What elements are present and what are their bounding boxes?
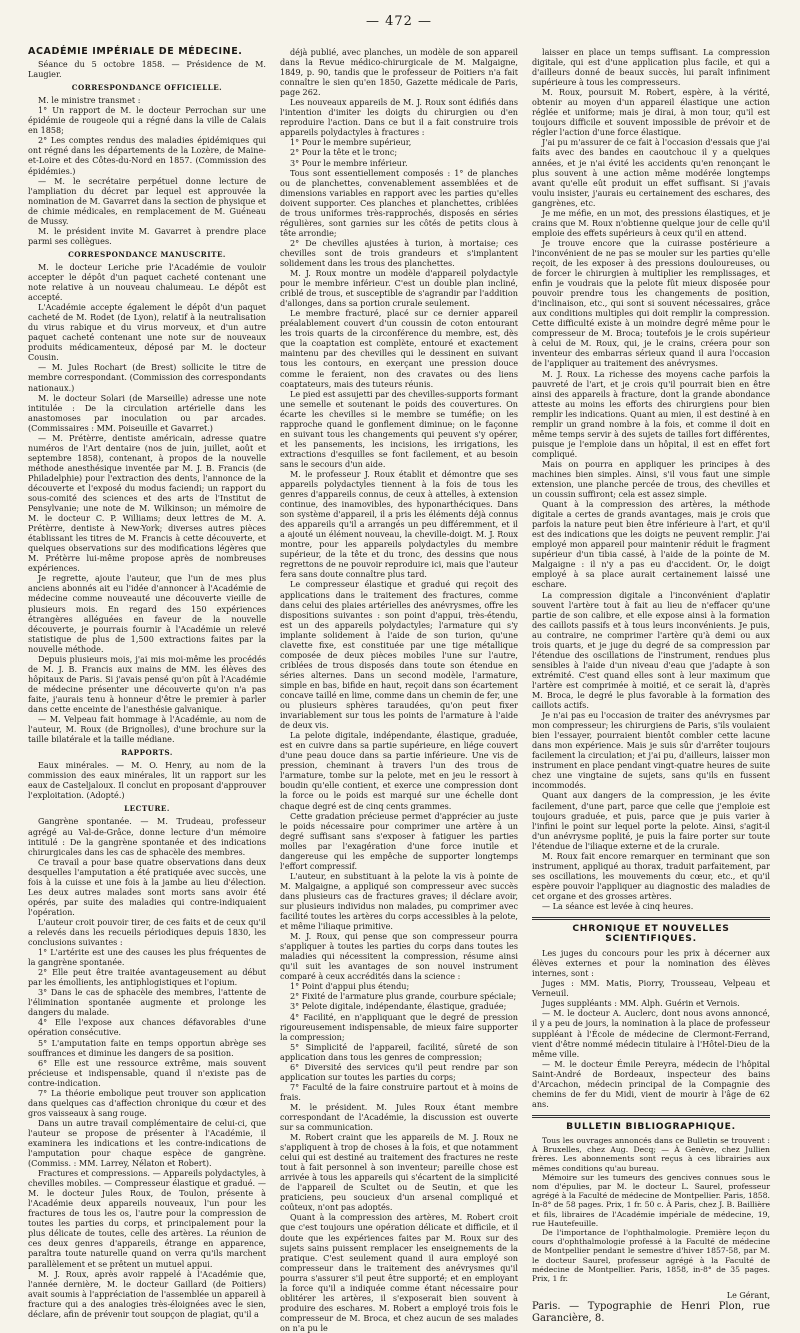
bulletin-body — [532, 1136, 770, 1283]
section-divider — [532, 1115, 770, 1118]
paragraph: M. le ministre transmet : — [38, 95, 141, 106]
paragraph: Mais on pourra en appliquer les principes à des machines bien simples. Ainsi, s'il vous faut une simple extension, une planche percée de trous, des chevilles et un coussin suffiront; cela est assez simple. — [532, 458, 770, 500]
subheading: RAPPORTS. — [121, 748, 173, 758]
paragraph: 3° Pour le membre inférieur. — [290, 157, 408, 168]
paragraph: 5° L'amputation faite en temps opportun abrège ses souffrances et diminue les dangers de sa position. — [28, 1037, 266, 1058]
paragraph: Tous les ouvrages annoncés dans ce Bulletin se trouvent : À Bruxelles, chez Aug. Decq; — À Genève, chez Jullien frères. Les abonnements sont reçus à ces librairies aux mêmes conditions qu'au bureau. — [532, 1135, 770, 1173]
paragraph: 3° Dans le cas de sphacèle des membres, l'attente de l'élimination spontanée augmente et prolonge les dangers du malade. — [28, 987, 266, 1018]
paragraph: — M. le secrétaire perpétuel donne lecture de l'ampliation du décret par lequel est approuvée la nomination de M. Gavarret dans la section de physique et de chimie médicales, en remplacement de M. Guéneau de Mussy. — [28, 175, 266, 226]
paragraph: — La séance est levée à cinq heures. — [542, 900, 694, 911]
paragraph: Cette gradation précieuse permet d'apprécier au juste le poids nécessaire pour comprimer une artère à un degré suffisant sans s'exposer à fatiguer les parties molles par l'exagération d'une force inutile et dangereuse qui les empêche de supporter longtemps l'effort compressif. — [280, 810, 518, 871]
paragraph: Gangrène spontanée. — M. Trudeau, professeur agrégé au Val-de-Grâce, donne lecture d'un mémoire intitulé : De la gangrène spontanée et des indications chirurgicales dans les cas de sphacèle des membres. — [28, 816, 266, 857]
paragraph: M. Roux, poursuit M. Robert, espère, à la vérité, obtenir au moyen d'un appareil élastique une action réglée et uniforme; mais je dirai, à mon tour, qu'il est toujours difficile et souvent impossible de prévoir et de régler l'action d'une force élastique. — [532, 87, 770, 138]
paragraph: 2° Elle peut être traitée avantageusement au début par les émollients, les antiphlogistiques et l'opium. — [28, 967, 266, 988]
paragraph: J'ai pu m'assurer de ce fait à l'occasion d'essais que j'ai faits avec des bandes en caoutchouc il y a quelques années, et je n'ai évité les accidents qu'en renonçant le plus souvent à une action même modérée longtemps avant qu'elle eût produit un effet suffisant. Si j'avais voulu insister, j'aurais eu certainement des eschares, des gangrènes, etc. — [532, 137, 770, 208]
paragraph: M. le docteur Leriche prie l'Académie de vouloir accepter le dépôt d'un paquet cacheté contenant une note relative à un nouveau chalumeau. Le dépôt est accepté. — [28, 261, 266, 303]
column-3-body — [532, 47, 770, 911]
paragraph: Le membre fracturé, placé sur ce dernier appareil préalablement couvert d'un coussin de coton entourant les trois quarts de la circonférence du membre, est, dès que la coaptation est complète, entouré et exactement maintenu par des chevilles qui le dessinent en suivant tous les contours, en exerçant une pression douce comme le feraient, non des cravates ou des liens coaptateurs, mais des tuteurs réunis. — [280, 308, 518, 389]
columns — [28, 46, 770, 1333]
paragraph: Ce travail a pour base quatre observations dans deux desquelles l'amputation a été pratiquée avec succès, une fois à la cuisse et une fois à la jambe au lieu d'élection. Les deux autres malades sont morts sans avoir été opérés, par suite des maladies qui contre-indiquaient l'opération. — [28, 856, 266, 917]
paragraph: 2° Pour la tête et le tronc; — [290, 147, 398, 158]
paragraph: 6° Diversité des services qu'il peut rendre par son application sur toutes les parties du corps; — [280, 1061, 518, 1082]
paragraph: 4° Elle l'expose aux chances défavorables d'une opération consécutive. — [28, 1017, 266, 1038]
paragraph: Je me méfie, en un mot, des pressions élastiques, et je crains que M. Roux n'obtienne quelque jour de celle qu'il emploie des effets supérieurs à ceux qu'il en attend. — [532, 207, 770, 238]
section-divider — [532, 917, 770, 920]
paragraph: Quant aux dangers de la compression, je les évite facilement, d'une part, parce que celle que j'emploie est toujours graduée, et puis, parce que je puis varier à l'infini le point sur lequel porte la pelote. Ainsi, s'agit-il d'un anévrysme poplité, je puis la faire porter sur toute l'étendue de l'iliaque externe et de la crurale. — [532, 790, 770, 851]
paragraph: laisser en place un temps suffisant. La compression digitale, qui est d'une application plus facile, et qui a d'ailleurs donné de beaux succès, lui paraît infiniment supérieure à tous les compresseurs. — [532, 47, 770, 88]
paragraph: 5° Simplicité de l'appareil, facilité, sûreté de son application dans tous les genres de compression; — [280, 1041, 518, 1062]
subheading: CORRESPONDANCE MANUSCRITE. — [68, 249, 226, 259]
paragraph: M. J. Roux, après avoir rappelé à l'Académie que, l'année dernière, M. le docteur Gaillard (de Poitiers) avait soumis à l'appréciation de l'assemblée un appareil à fracture qui a des analogies très-éloignées avec le sien, déclare, afin de prévenir tout soupçon de plagiat, qu'il a — [28, 1268, 266, 1319]
paragraph: — M. Jules Rochart (de Brest) sollicite le titre de membre correspondant. (Commission des correspondants nationaux.) — [28, 362, 266, 393]
paragraph: L'auteur, en substituant à la pelote la vis à pointe de M. Malgaigne, a appliqué son compresseur avec succès dans plusieurs cas de fractures graves; il déclare avoir, sur plusieurs individus non malades, pu comprimer avec facilité toutes les artères du corps accessibles à la pelote, et même l'iliaque primitive. — [280, 870, 518, 932]
paragraph: La pelote digitale, indépendante, élastique, graduée, est en cuivre dans sa partie supérieure, en liége couvert d'une peau douce dans sa partie inférieure. Une vis de pression, cheminant à travers l'un des trous de l'armature, tombe sur la pelote, met en jeu le ressort à boudin qu'elle contient, et exerce une compression dont la force ou le poids est marqué sur une échelle dont chaque degré est de cinq cents grammes. — [280, 730, 518, 811]
paragraph: Je regrette, ajoute l'auteur, que l'un de mes plus anciens abonnés ait eu l'idée d'annoncer à l'Académie de médecine comme nouveauté une découverte vieille de plusieurs mois. En regard des 150 expériences étrangères alléguées en faveur de la nouvelle découverte, je pourrais fournir à l'Académie un relevé statistique de plus de 1,500 extractions faites par la nouvelle méthode. — [28, 573, 266, 654]
paragraph: 4° Facilité, en n'appliquant que le degré de pression rigoureusement indispensable, de mieux faire supporter la compression; — [280, 1011, 518, 1042]
paragraph: 7° La théorie embolique peut trouver son application dans quelques cas d'affection chronique du cœur et des gros vaisseaux à sang rouge. — [28, 1087, 266, 1118]
paragraph: Juges : MM. Matis, Piorry, Trousseau, Velpeau et Verneuil. — [532, 978, 770, 999]
paragraph: M. le président. M. Jules Roux étant membre correspondant de l'Académie, la discussion est ouverte sur sa communication. — [280, 1101, 518, 1133]
page-number: — 472 — — [365, 14, 433, 29]
paragraph: Quant à la compression des artères, la méthode digitale a certes de grands avantages, mais je crois que parfois la nature peut bien être inférieure à l'art, et qu'il est des indications que les doigts ne peuvent remplir. J'ai employé mon appareil pour maintenir réduit le fragment supérieur d'un tibia cassé, à l'aide de la pointe de M. Malgaigne : il n'y a pas eu d'accident. Or, le doigt employé à sa place aurait certainement laissé une eschare. — [532, 499, 770, 590]
paragraph: déjà publié, avec planches, un modèle de son appareil dans la Revue médico-chirurgicale de M. Malgaigne, 1849, p. 90, tandis que le professeur de Poitiers n'a fait connaître le sien qu'en 1850, Gazette médicale de Paris, page 262. — [280, 47, 518, 98]
paragraph: 3° Pelote digitale, indépendante, élastique, graduée; — [290, 1001, 507, 1012]
paragraph: 1° Un rapport de M. le docteur Perrochan sur une épidémie de rougeole qui a régné dans la ville de Calais en 1858; — [28, 105, 266, 136]
section-heading: ACADÉMIE IMPÉRIALE DE MÉDECINE. — [28, 46, 243, 57]
paragraph: M. le professeur J. Roux établit et démontre que ses appareils polydactyles tiennent à la fois de tous les genres d'appareils connus, de ceux à attelles, à extension continue, des inamovibles, des hyponarthéciques. Dans son système d'appareil, il a pris les éléments déjà connus des appareils qu'il a arrangés un peu différemment, et il a ajouté un élément nouveau, la cheville-doigt. M. J. Roux montre, pour les appareils polydactyles du membre supérieur, de la tête et du tronc, des dessins que nous regrettons de ne pouvoir reproduire ici, mais que l'auteur fera sans doute connaître plus tard. — [280, 468, 518, 580]
paragraph: Juges suppléants : MM. Alph. Guérin et Vernois. — [542, 998, 740, 1009]
paragraph: M. le président invite M. Gavarret à prendre place parmi ses collègues. — [28, 225, 266, 246]
paragraph: La compression digitale a l'inconvénient d'aplatir souvent l'artère tout à fait au lieu de n'effacer qu'une partie de son calibre, et elle expose ainsi à la formation des caillots passifs et à tous leurs inconvénients. Je puis, au contraire, ne comprimer l'artère qu'à demi ou aux trois quarts, et je juge du degré de sa compression par l'étendue des oscillations de l'instrument, rendues plus sensibles à l'aide d'un niveau d'eau que j'adapte à son extrémité. C'est quand elles sont à leur maximum que l'artère est comprimée à moitié, et ce serait là, d'après M. Broca, le degré le plus favorable à la formation des caillots actifs. — [532, 589, 770, 711]
paragraph: M. Roux fait encore remarquer en terminant que son instrument, appliqué au thorax, traduit parfaitement, par ses oscillations, les mouvements du cœur, etc., et qu'il espère pouvoir l'appliquer au diagnostic des maladies de cet organe et des grosses artères. — [532, 850, 770, 901]
paragraph: — M. Velpeau fait hommage à l'Académie, au nom de l'auteur, M. Roux (de Brignolles), d'une brochure sur la taille bilatérale et la taille médiane. — [28, 714, 266, 745]
paragraph: Le pied est assujetti par des chevilles-supports formant une semelle et soutenant le poids des couvertures. On écarte les chevilles si le membre se tuméfie; on les rapproche quand le gonflement diminue; on le façonne en suivant tous les changements qui peuvent s'y opérer, et les pansements, les incisions, les irrigations, les extractions d'esquilles se font facilement, et au besoin sans le secours d'un aide. — [280, 388, 518, 469]
paragraph: 2° Fixité de l'armature plus grande, courbure spéciale; — [290, 991, 517, 1002]
paragraph: — M. Prétèrre, dentiste américain, adresse quatre numéros de l'Art dentaire (nos de juin, juillet, août et septembre 1858), contenant, à propos de la nouvelle méthode anesthésique inventée par M. J. B. Francis (de Philadelphie) pour l'extraction des dents, l'annonce de la découverte et l'exposé du modus faciendi; un rapport du sous-comité des sciences et des arts de l'Institut de Pensylvanie; une note de M. Wilkinson; un mémoire de M. le docteur C. P. Williams; deux lettres de M. A. Prétèrre, dentiste à New-York; diverses autres pièces établissant les titres de M. Francis à cette découverte, et quelques observations sur des modifications légères que M. Prétèrre lui-même propose après de nombreuses expériences. — [28, 432, 266, 574]
paragraph: 2° Les comptes rendus des maladies épidémiques qui ont régné dans les départements de la Lozère, de Maine-et-Loire et des Côtes-du-Nord en 1857. (Commission des épidémies.) — [28, 135, 266, 176]
subheading: CORRESPONDANCE OFFICIELLE. — [71, 83, 223, 93]
paragraph: Tous sont essentiellement composés : 1° de planches ou de planchettes, convenablement assemblées et de dimensions variables en rapport avec les parties qu'elles doivent supporter. Ces planches et planchettes, criblées de trous uniformes très-rapprochés, disposés en séries régulières, sont garnies sur les côtés de petits clous à tête arrondie; — [280, 167, 518, 238]
paragraph: — M. le docteur Émile Pereyra, médecin de l'hôpital Saint-André de Bordeaux, inspecteur des bains d'Arcachon, médecin principal de la Compagnie des chemins de fer du Midi, vient de mourir à l'âge de 62 ans. — [532, 1058, 770, 1109]
paragraph: — M. le docteur A. Auclerc, dont nous avons annoncé, il y a peu de jours, la nomination à la place de professeur suppléant à l'École de médecine de Clermont-Ferrand, vient d'être nommé médecin titulaire à l'Hôtel-Dieu de la même ville. — [532, 1008, 770, 1059]
gerant-label: Le Gérant, — [726, 1291, 770, 1301]
paragraph: De l'importance de l'ophthalmologie. Première leçon du cours d'ophthalmologie professé à la Faculté de médecine de Montpellier pendant le semestre d'hiver 1857-58, par M. le docteur Saurel, professeur agrégé à la Faculté de médecine de Montpellier. Paris, 1858, in-8° de 35 pages. Prix, 1 fr. — [532, 1227, 770, 1283]
chronique-body — [532, 948, 770, 1109]
paragraph: 1° L'artérite est une des causes les plus fréquentes de la gangrène spontanée. — [28, 947, 266, 968]
paragraph: 2° De chevilles ajustées à turion, à mortaise; ces chevilles sont de trois grandeurs et s'implantent solidement dans les trous des planchettes. — [280, 237, 518, 268]
paragraph: Eaux minérales. — M. O. Henry, au nom de la commission des eaux minérales, lit un rapport sur les eaux de Casteljaloux. Il conclut en proposant d'approuver l'exploitation. (Adopté.) — [28, 760, 266, 801]
paragraph: M. J. Roux, qui pense que son compresseur pourra s'appliquer à toutes les parties du corps dans toutes les maladies qui nécessitent la compression, résume ainsi qu'il suit les avantages de son nouvel instrument comparé à ceux accrédités dans la science : — [280, 931, 518, 982]
paragraph: M. J. Roux montre un modèle d'appareil polydactyle pour le membre inférieur. C'est un double plan incliné, criblé de trous, et susceptible de s'agrandir par l'addition d'allonges, dans sa portion crurale seulement. — [280, 268, 518, 309]
paragraph: M. J. Roux. La richesse des moyens cache parfois la pauvreté de l'art, et je crois qu'il pourrait bien en être ainsi des appareils à fracture, dont la grande abondance atteste au moins les efforts des chirurgiens pour bien remplir les indications. Quant au mien, il est destiné à en remplir un grand nombre à la fois, et comme il doit en même temps servir à des sujets de tailles fort différentes, puisque je l'emploie dans un hôpital, il est en effet fort compliqué. — [532, 368, 770, 459]
paragraph: Depuis plusieurs mois, j'ai mis moi-même les procédés de M. J. B. Francis aux mains de MM. les élèves des hôpitaux de Paris. Si j'avais pensé qu'on pût à l'Académie de médecine présenter une découverte qu'on n'a pas faite, j'aurais tenu à honneur d'être le premier à parler dans cette enceinte de l'anesthésie galvanique. — [28, 653, 266, 714]
paragraph: Fractures et compressions. — Appareils polydactyles, à chevilles mobiles. — Compresseur élastique et gradué. — M. le docteur Jules Roux, de Toulon, présente à l'Académie deux appareils nouveaux, l'un pour les fractures de tous les os, l'autre pour la compression de toutes les parties du corps, et principalement pour la plus délicate de toutes, celle des artères. La réunion de ces deux genres d'appareils, étrange en apparence, paraîtra toute naturelle quand on verra qu'ils marchent parallèlement et se prêtent un mutuel appui. — [28, 1168, 266, 1269]
paragraph: Mémoire sur les tumeurs des gencives connues sous le nom d'épulies, par M. le docteur L. Saurel, professeur agrégé à la Faculté de médecine de Montpellier. Paris, 1858. In-8° de 58 pages. Prix, 1 fr. 50 c. À Paris, chez J. B. Baillière et fils, libraires de l'Académie impériale de médecine, 19, rue Hautefeuille. — [532, 1172, 770, 1228]
paragraph: Les juges du concours pour les prix à décerner aux élèves externes et pour la nomination des élèves internes, sont : — [532, 948, 770, 979]
column-1 — [28, 46, 266, 1319]
printer-imprint: Paris. — Typographie de Henri Plon, rue Garancière, 8. — [532, 1301, 770, 1325]
paragraph: Les nouveaux appareils de M. J. Roux sont édifiés dans l'intention d'imiter les doigts du chirurgien ou d'en reproduire l'action. Dans ce but il a fait construire trois appareils polydactyles à fractures : — [280, 97, 518, 138]
column-3 — [532, 47, 770, 1325]
paragraph: Je n'ai pas eu l'occasion de traiter des anévrysmes par mon compresseur; les chirurgiens de Paris, s'ils voulaient bien l'essayer, pourraient bientôt combler cette lacune dans mon expérience. Mais je suis sûr d'arrêter toujours facilement la circulation; et j'ai pu, d'ailleurs, laisser mon instrument en place pendant vingt-quatre heures de suite chez une vingtaine de sujets, sans qu'ils en fussent incommodés. — [532, 710, 770, 791]
subheading: LECTURE. — [124, 804, 170, 814]
paragraph: M. Robert craint que les appareils de M. J. Roux ne s'appliquent à trop de choses à la fois, et que notamment celui qui est destiné au traitement des fractures ne reste tout à fait personnel à son inventeur; pareille chose est arrivée à tous les appareils qui s'écartent de la simplicité de l'appareil de Scultet ou de Seutin, et que les praticiens, peu soucieux d'un arsenal compliqué et coûteux, n'ont pas adoptés. — [280, 1132, 518, 1213]
paragraph: 1° Point d'appui plus étendu; — [290, 981, 410, 992]
paragraph: Le compresseur élastique et gradué qui reçoit des applications dans le traitement des fractures, comme dans celui des plaies artérielles des anévrysmes, offre les dispositions suivantes : son point d'appui, très-étendu, est un des appareils polydactyles; l'armature qui s'y implante solidement à l'aide de son turion, qu'une clavette fixe, est constituée par une tige métallique composée de deux pièces mobiles l'une sur l'autre, criblées de trous disposés dans toute son étendue en séries alternes. Dans un second modèle, l'armature, simple en bas, bifide en haut, reçoit dans son écartement concave taillé en lime, comme dans un chemin de fer, une ou plusieurs sphères taraudées, qu'on peut fixer invariablement sur tous les points de l'armature à l'aide de deux vis. — [280, 579, 518, 731]
bulletin-heading: BULLETIN BIBLIOGRAPHIQUE. — [566, 1120, 736, 1132]
paragraph: Séance du 5 octobre 1858. — Présidence de M. Laugier. — [28, 59, 266, 80]
paragraph: Dans un autre travail complémentaire de celui-ci, que l'auteur se propose de présenter à l'Académie, il examinera les indications et les contre-indications de l'amputation pour chaque espèce de gangrène. (Commiss. : MM. Larrey, Nélaton et Robert). — [28, 1117, 266, 1169]
paragraph: 1° Pour le membre supérieur, — [290, 137, 412, 148]
paragraph: M. le docteur Solari (de Marseille) adresse une note intitulée : De la circulation artérielle dans les anastomoses par inoculation ou par arcades. (Commissaires : MM. Poiseuille et Gavarret.) — [28, 392, 266, 433]
chronique-heading: CHRONIQUE ET NOUVELLES SCIENTIFIQUES. — [572, 923, 730, 945]
paragraph: Je trouve encore que la cuirasse postérieure a l'inconvénient de ne pas se mouler sur les parties qu'elle reçoit, de les exposer à des pressions douloureuses, ou de forcer le chirurgien à multiplier les remplissages, et enfin je voudrais que la pelote fût mieux disposée pour pouvoir prendre tous les changements de position, d'inclinaison, etc., qui sont si souvent nécessaires, grâce aux conditions multiples qui doit remplir la compression. Cette difficulté existe à un moindre degré même pour le compresseur de M. Broca; toutefois je le crois supérieur à celui de M. Roux, qui, je le crains, créera pour son inventeur des embarras sérieux quand il aura l'occasion de l'appliquer au traitement des anévrysmes. — [532, 237, 770, 369]
paragraph: L'auteur croit pouvoir tirer, de ces faits et de ceux qu'il a relevés dans les recueils périodiques depuis 1830, les conclusions suivantes : — [28, 916, 266, 948]
column-2 — [280, 47, 518, 1333]
paragraph: 7° Faculté de la faire construire partout et à moins de frais. — [280, 1081, 518, 1102]
paragraph: 6° Elle est une ressource extrême, mais souvent précieuse et indispensable, quand il n'existe pas de contre-indication. — [28, 1057, 266, 1088]
paragraph: Quant à la compression des artères, M. Robert croit que c'est toujours une opération délicate et difficile, et il doute que les expériences faites par M. Roux sur des sujets sains puissent remplacer les enseignements de la pratique. C'est seulement quand il aura employé son compresseur dans le traitement des anévrysmes qu'il pourra s'assurer s'il peut être supporté; et en employant la force qu'il a indiquée comme étant nécessaire pour oblitérer les artères, il s'exposerait bien souvent à produire des eschares. M. Robert a employé trois fois le compresseur de M. Broca, et chez aucun de ses malades on n'a pu le — [280, 1212, 518, 1333]
paragraph: L'Académie accepte également le dépôt d'un paquet cacheté de M. Rodet (de Lyon), relatif à la neutralisation du virus rabique et du virus morveux, et d'un autre paquet cacheté contenant une note sur de nouveaux produits médicamenteux, déposé par M. le docteur Cousin. — [28, 302, 266, 363]
